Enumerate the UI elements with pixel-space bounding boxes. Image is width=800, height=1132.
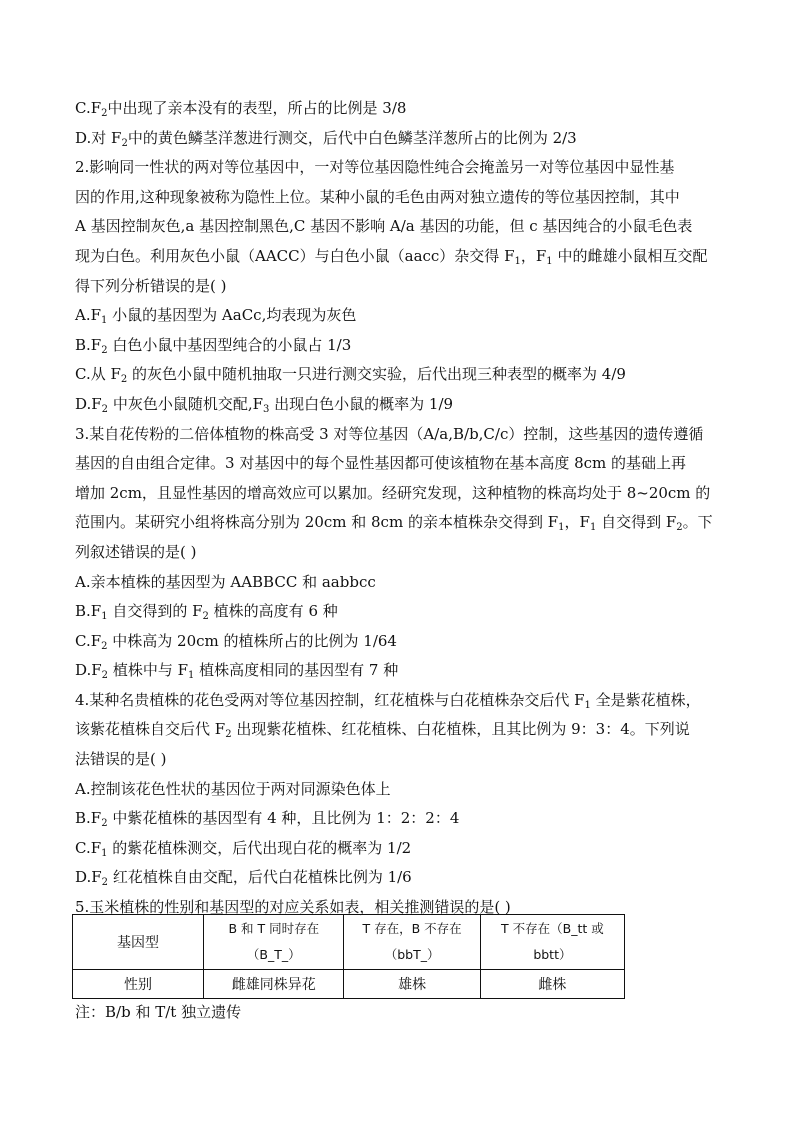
subscript: 2 xyxy=(121,137,128,149)
text-line xyxy=(75,863,735,893)
subscript: 2 xyxy=(676,522,683,534)
text-span: 植株中与 F xyxy=(108,661,188,680)
subscript: 1 xyxy=(546,255,553,267)
text-line xyxy=(75,715,735,745)
text-line xyxy=(75,360,735,390)
text-line xyxy=(75,449,735,479)
genotype-table xyxy=(72,914,625,999)
text-span: 中的黄色鳞茎洋葱进行测交，后代中白色鳞茎洋葱所占的比例为 2/3 xyxy=(127,128,577,147)
text-line xyxy=(75,272,735,302)
text-span: 中出现了亲本没有的表型，所占的比例是 3/8 xyxy=(107,99,407,117)
text-span: 出现紫花植株、红花植株、白花植株，且其比例为 9：3：4。下列说 xyxy=(231,720,690,739)
text-line xyxy=(75,331,735,361)
text-line xyxy=(75,94,735,124)
text-span: 全是紫花植株， xyxy=(590,690,701,709)
subscript: 1 xyxy=(101,315,108,327)
text-span: D.对 F xyxy=(75,128,122,147)
text-line xyxy=(75,124,735,154)
text-span: B.F xyxy=(75,809,102,828)
text-span: D.F xyxy=(75,394,102,413)
cell-line: T 不存在（B_tt 或 xyxy=(501,921,604,936)
text-span: A.控制该花色性状的基因位于两对同源染色体上 xyxy=(75,779,391,798)
subscript: 1 xyxy=(514,255,521,267)
text-span: 中紫花植株的基因型有 4 种，且比例为 1：2：2：4 xyxy=(107,809,460,828)
cell-line: T 存在，B 不存在 xyxy=(362,921,462,936)
table-row xyxy=(73,915,625,970)
text-span: 因的作用,这种现象被称为隐性上位。某种小鼠的毛色由两对独立遗传的等位基因控制，其中 xyxy=(75,187,680,206)
text-span: C.F xyxy=(75,631,102,650)
text-line xyxy=(75,301,735,331)
text-span: 小鼠的基因型为 AaCc,均表现为灰色 xyxy=(107,306,357,325)
table-cell-sex-label: 性别 xyxy=(73,970,204,999)
subscript: 2 xyxy=(101,640,108,652)
text-span: 增加 2cm，且显性基因的增高效应可以累加。经研究发现，这种植物的株高均处于 8~20cm 的 xyxy=(75,483,711,502)
subscript: 1 xyxy=(188,670,195,682)
subscript: 2 xyxy=(101,108,108,119)
text-line xyxy=(75,597,735,627)
text-span: ，F xyxy=(520,246,547,265)
text-span: 范围内。某研究小组将株高分别为 20cm 和 8cm 的亲本植株杂交得到 F xyxy=(75,513,559,532)
subscript: 2 xyxy=(202,611,209,623)
question-text xyxy=(75,94,735,923)
text-span: ，F xyxy=(564,513,590,532)
text-span: 红花植株自由交配，后代白花植株比例为 1/6 xyxy=(108,868,412,887)
text-span: 5.玉米植株的性别和基因型的对应关系如表，相关推测错误的是( ) xyxy=(75,898,511,917)
subscript: 1 xyxy=(584,699,591,711)
text-span: A.亲本植株的基因型为 AABBCC 和 aabbcc xyxy=(75,572,376,591)
table-cell-t-absent xyxy=(480,915,624,970)
text-line xyxy=(75,568,735,598)
table-cell-sex3: 雌株 xyxy=(480,970,624,999)
text-span: 基因的自由组合定律。3 对基因中的每个显性基因都可使该植物在基本高度 8cm 的基础上再 xyxy=(75,454,687,473)
text-span: 该紫花植株自交后代 F xyxy=(75,720,226,739)
text-span: 白色小鼠中基因型纯合的小鼠占 1/3 xyxy=(107,335,352,354)
table-cell-sex2: 雄株 xyxy=(344,970,480,999)
text-span: 。下 xyxy=(682,513,713,532)
table-cell-sex1: 雌雄同株异花 xyxy=(204,970,344,999)
subscript: 2 xyxy=(225,729,232,741)
text-span: D.F xyxy=(75,868,102,887)
table-row xyxy=(73,970,625,999)
subscript: 1 xyxy=(558,522,565,534)
text-span: 中灰色小鼠随机交配,F xyxy=(108,394,263,413)
subscript: 3 xyxy=(263,403,270,415)
text-span: 法错误的是( ) xyxy=(75,750,167,769)
text-span: 列叙述错误的是( ) xyxy=(75,542,197,561)
text-span: 植株的高度有 6 种 xyxy=(208,602,338,621)
text-span: 3.某自花传粉的二倍体植物的株高受 3 对等位基因（A/a,B/b,C/c）控制，这些基因的遗传遵循 xyxy=(75,424,704,443)
text-line xyxy=(75,242,735,272)
text-span: C.F xyxy=(75,99,102,117)
text-line xyxy=(75,420,735,450)
text-span: 2.影响同一性状的两对等位基因中，一对等位基因隐性纯合会掩盖另一对等位基因中显性基 xyxy=(75,158,675,177)
text-line xyxy=(75,656,735,686)
subscript: 2 xyxy=(101,818,108,830)
table-cell-bt-present xyxy=(204,915,344,970)
text-span: C.从 F xyxy=(75,365,121,384)
text-span: 4.某种名贵植株的花色受两对等位基因控制，红花植株与白花植株杂交后代 F xyxy=(75,690,585,709)
text-line xyxy=(75,745,735,775)
cell-line: （bbT_） xyxy=(384,947,440,962)
text-span: 自交得到的 F xyxy=(107,602,203,621)
text-line xyxy=(75,775,735,805)
text-span: A 基因控制灰色,a 基因控制黑色,C 基因不影响 A/a 基因的功能，但 c 基因纯合的小鼠毛色表 xyxy=(75,217,693,236)
subscript: 1 xyxy=(101,847,108,859)
subscript: 2 xyxy=(101,403,109,415)
text-span: 的紫花植株测交，后代出现白花的概率为 1/2 xyxy=(107,838,412,857)
text-line xyxy=(75,479,735,509)
text-line xyxy=(75,804,735,834)
text-span: B.F xyxy=(75,335,102,354)
table-cell-genotype-label: 基因型 xyxy=(73,915,204,970)
text-line xyxy=(75,212,735,242)
text-span: 得下列分析错误的是( ) xyxy=(75,276,227,295)
subscript: 1 xyxy=(101,611,108,623)
table-note: 注：B/b 和 T/t 独立遗传 xyxy=(75,1003,242,1021)
cell-line: bbtt） xyxy=(533,947,572,962)
text-span: 中株高为 20cm 的植株所占的比例为 1/64 xyxy=(107,631,397,650)
subscript: 2 xyxy=(101,877,109,889)
text-line xyxy=(75,183,735,213)
text-span: B.F xyxy=(75,602,102,621)
text-line xyxy=(75,153,735,183)
text-line xyxy=(75,834,735,864)
cell-line: B 和 T 同时存在 xyxy=(228,921,320,936)
subscript: 2 xyxy=(101,344,108,356)
subscript: 1 xyxy=(589,522,597,534)
text-span: A.F xyxy=(75,306,102,325)
text-line xyxy=(75,390,735,420)
text-span: C.F xyxy=(75,838,102,857)
text-line xyxy=(75,508,735,538)
text-span: 出现白色小鼠的概率为 1/9 xyxy=(269,394,454,413)
text-span: 自交得到 F xyxy=(596,513,677,532)
subscript: 2 xyxy=(101,670,109,682)
text-span: 的灰色小鼠中随机抽取一只进行测交实验，后代出现三种表型的概率为 4/9 xyxy=(127,365,626,384)
text-span: D.F xyxy=(75,661,102,680)
text-span: 植株高度相同的基因型有 7 种 xyxy=(194,661,399,680)
subscript: 2 xyxy=(120,374,128,386)
cell-line: （B_T_） xyxy=(246,947,301,962)
text-line xyxy=(75,538,735,568)
text-span: 现为白色。利用灰色小鼠（AACC）与白色小鼠（aacc）杂交得 F xyxy=(75,246,515,265)
text-span: 中的雌雄小鼠相互交配 xyxy=(552,246,708,265)
text-line xyxy=(75,627,735,657)
text-line xyxy=(75,686,735,716)
table-cell-t-present xyxy=(344,915,480,970)
